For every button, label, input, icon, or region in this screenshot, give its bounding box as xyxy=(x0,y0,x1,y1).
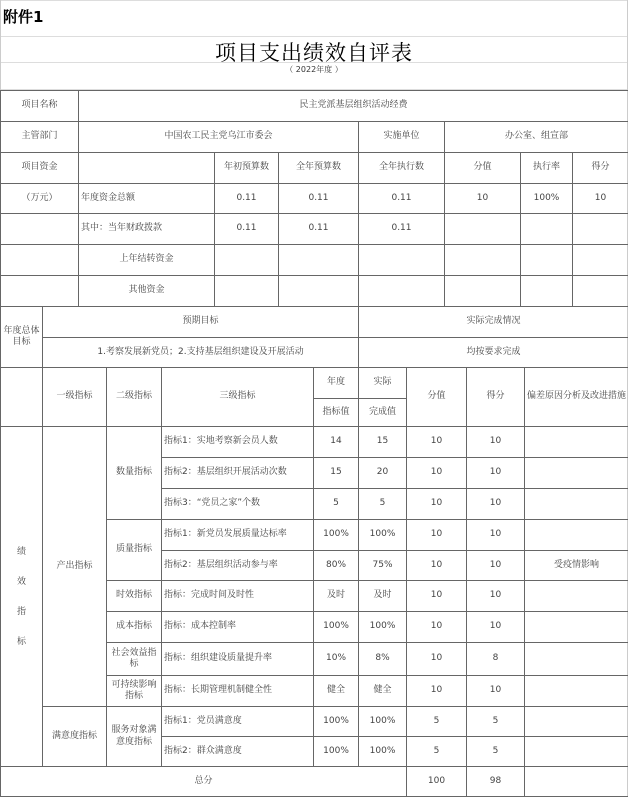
indicator-actual: 75% xyxy=(359,551,407,581)
funds-cell xyxy=(445,276,521,307)
funds-row-label: 年度资金总额 xyxy=(79,184,215,214)
indicator-name: 指标1：实地考察新会员人数 xyxy=(162,427,314,458)
indicator-actual: 15 xyxy=(359,427,407,458)
indicator-target: 100% xyxy=(314,707,359,737)
indicator-target: 15 xyxy=(314,458,359,489)
indicator-value: 5 xyxy=(407,707,467,737)
indicator-target: 100% xyxy=(314,737,359,767)
header-level3: 三级指标 xyxy=(162,368,314,427)
goals-actual-value: 均按要求完成 xyxy=(359,338,628,368)
indicator-target: 10% xyxy=(314,643,359,676)
funds-cell xyxy=(359,276,445,307)
indicator-value: 10 xyxy=(407,458,467,489)
level2-sustainable: 可持续影响指标 xyxy=(107,676,162,707)
funds-cell: 0.11 xyxy=(359,214,445,245)
funds-cell xyxy=(279,245,359,276)
goals-actual-label: 实际完成情况 xyxy=(359,307,628,338)
funds-cell: 0.11 xyxy=(359,184,445,214)
indicator-score: 5 xyxy=(467,737,525,767)
project-info-table xyxy=(0,90,628,307)
funds-cell xyxy=(215,276,279,307)
funds-header: 执行率 xyxy=(521,153,573,184)
header-annual: 年度 xyxy=(314,368,359,399)
indicator-name: 指标2：基层组织开展活动次数 xyxy=(162,458,314,489)
project-name-label: 项目名称 xyxy=(1,91,79,122)
indicator-value: 10 xyxy=(407,427,467,458)
funds-cell xyxy=(521,245,573,276)
indicator-name: 指标：组织建设质量提升率 xyxy=(162,643,314,676)
indicator-target: 及时 xyxy=(314,581,359,612)
funds-cell xyxy=(521,276,573,307)
indicator-score: 10 xyxy=(467,581,525,612)
attachment-label: 附件1 xyxy=(3,8,44,26)
total-value: 100 xyxy=(407,767,467,797)
indicator-reason xyxy=(525,520,628,551)
indicator-name: 指标2：基层组织活动参与率 xyxy=(162,551,314,581)
indicator-target: 100% xyxy=(314,612,359,643)
indicator-reason xyxy=(525,427,628,458)
funds-cell xyxy=(573,245,628,276)
indicator-score: 10 xyxy=(467,458,525,489)
level1-output: 产出指标 xyxy=(43,427,107,707)
funds-cell xyxy=(359,245,445,276)
indicator-reason xyxy=(525,489,628,520)
level2-cost: 成本指标 xyxy=(107,612,162,643)
funds-cell: 0.11 xyxy=(215,184,279,214)
indicator-value: 10 xyxy=(407,551,467,581)
indicator-value: 10 xyxy=(407,643,467,676)
level2-quality: 质量指标 xyxy=(107,520,162,581)
header-level1: 一级指标 xyxy=(43,368,107,427)
indicator-actual: 100% xyxy=(359,707,407,737)
funds-blank xyxy=(1,245,79,276)
funds-row-label: 上年结转资金 xyxy=(79,245,215,276)
evaluation-sheet xyxy=(0,90,628,797)
indicator-reason xyxy=(525,612,628,643)
indicator-actual: 100% xyxy=(359,520,407,551)
funds-cell xyxy=(573,214,628,245)
funds-cell xyxy=(279,276,359,307)
funds-blank xyxy=(1,214,79,245)
header-actual: 实际 xyxy=(359,368,407,399)
funds-cell xyxy=(215,245,279,276)
indicator-target: 80% xyxy=(314,551,359,581)
header-level2: 二级指标 xyxy=(107,368,162,427)
funds-row-label: 其他资金 xyxy=(79,276,215,307)
indicator-value: 10 xyxy=(407,520,467,551)
funds-cell xyxy=(445,214,521,245)
indicator-section-top xyxy=(1,368,43,427)
year-label: （ 2022年度 ） xyxy=(285,65,343,74)
indicator-actual: 5 xyxy=(359,489,407,520)
indicator-actual: 100% xyxy=(359,737,407,767)
funds-cell: 0.11 xyxy=(279,184,359,214)
indicator-name: 指标1：党员满意度 xyxy=(162,707,314,737)
dept-label: 主管部门 xyxy=(1,122,79,153)
level2-timeliness: 时效指标 xyxy=(107,581,162,612)
indicator-name: 指标1：新党员发展质量达标率 xyxy=(162,520,314,551)
funds-cell: 0.11 xyxy=(215,214,279,245)
dept-value: 中国农工民主党乌江市委会 xyxy=(79,122,359,153)
section-char: 指 xyxy=(16,606,26,617)
indicator-name: 指标2：群众满意度 xyxy=(162,737,314,767)
goals-label: 年度总体目标 xyxy=(1,307,43,368)
indicator-target: 14 xyxy=(314,427,359,458)
indicator-score: 10 xyxy=(467,676,525,707)
indicator-score: 10 xyxy=(467,612,525,643)
header-indicator-value: 指标值 xyxy=(314,399,359,427)
indicator-score: 10 xyxy=(467,520,525,551)
goals-expected-value: 1.考察发展新党员；2.支持基层组织建设及开展活动 xyxy=(43,338,359,368)
header-score: 得分 xyxy=(467,368,525,427)
indicator-value: 5 xyxy=(407,737,467,767)
funds-header: 全年预算数 xyxy=(279,153,359,184)
indicator-reason xyxy=(525,737,628,767)
page-title: 项目支出绩效自评表 xyxy=(215,41,413,65)
indicator-actual: 20 xyxy=(359,458,407,489)
funds-header: 分值 xyxy=(445,153,521,184)
indicator-section-label xyxy=(1,427,43,767)
header-score-value: 分值 xyxy=(407,368,467,427)
indicator-reason xyxy=(525,581,628,612)
level1-satisfaction: 满意度指标 xyxy=(43,707,107,767)
total-score: 98 xyxy=(467,767,525,797)
level2-service: 服务对象满意度指标 xyxy=(107,707,162,767)
indicator-actual: 及时 xyxy=(359,581,407,612)
funds-cell: 10 xyxy=(445,184,521,214)
funds-header: 全年执行数 xyxy=(359,153,445,184)
funds-row-label: 其中：当年财政拨款 xyxy=(79,214,215,245)
indicator-reason xyxy=(525,643,628,676)
funds-unit: （万元） xyxy=(1,184,79,214)
indicator-score: 10 xyxy=(467,427,525,458)
funds-cell: 100% xyxy=(521,184,573,214)
funds-header: 得分 xyxy=(573,153,628,184)
funds-header: 年初预算数 xyxy=(215,153,279,184)
total-label: 总分 xyxy=(1,767,407,797)
indicator-reason xyxy=(525,707,628,737)
indicator-value: 10 xyxy=(407,676,467,707)
indicator-score: 8 xyxy=(467,643,525,676)
header-actual-value: 完成值 xyxy=(359,399,407,427)
indicator-reason: 受疫情影响 xyxy=(525,551,628,581)
indicator-target: 100% xyxy=(314,520,359,551)
funds-header-blank xyxy=(79,153,215,184)
funds-cell xyxy=(445,245,521,276)
level2-quantity: 数量指标 xyxy=(107,427,162,520)
project-name-value: 民主党派基层组织活动经费 xyxy=(79,91,628,122)
indicator-target: 健全 xyxy=(314,676,359,707)
indicator-name: 指标：成本控制率 xyxy=(162,612,314,643)
indicator-name: 指标：长期管理机制健全性 xyxy=(162,676,314,707)
total-blank xyxy=(525,767,628,797)
section-char: 绩 xyxy=(16,546,26,557)
indicator-score: 10 xyxy=(467,551,525,581)
indicator-score: 5 xyxy=(467,707,525,737)
indicator-target: 5 xyxy=(314,489,359,520)
indicator-name: 指标3：“党员之家”个数 xyxy=(162,489,314,520)
goals-expected-label: 预期目标 xyxy=(43,307,359,338)
indicator-reason xyxy=(525,676,628,707)
funds-cell: 0.11 xyxy=(279,214,359,245)
funds-cell: 10 xyxy=(573,184,628,214)
indicator-actual: 健全 xyxy=(359,676,407,707)
indicator-actual: 8% xyxy=(359,643,407,676)
indicator-score: 10 xyxy=(467,489,525,520)
section-char: 标 xyxy=(16,636,26,647)
indicator-value: 10 xyxy=(407,612,467,643)
funds-label: 项目资金 xyxy=(1,153,79,184)
section-char: 效 xyxy=(16,576,26,587)
funds-cell xyxy=(521,214,573,245)
indicator-value: 10 xyxy=(407,581,467,612)
header-reason: 偏差原因分析及改进措施 xyxy=(525,368,628,427)
indicator-name: 指标：完成时间及时性 xyxy=(162,581,314,612)
indicator-reason xyxy=(525,458,628,489)
impl-label: 实施单位 xyxy=(359,122,445,153)
indicator-actual: 100% xyxy=(359,612,407,643)
level2-social: 社会效益指标 xyxy=(107,643,162,676)
indicators-table xyxy=(0,306,628,797)
indicator-value: 10 xyxy=(407,489,467,520)
funds-blank xyxy=(1,276,79,307)
impl-value: 办公室、组宣部 xyxy=(445,122,628,153)
funds-cell xyxy=(573,276,628,307)
